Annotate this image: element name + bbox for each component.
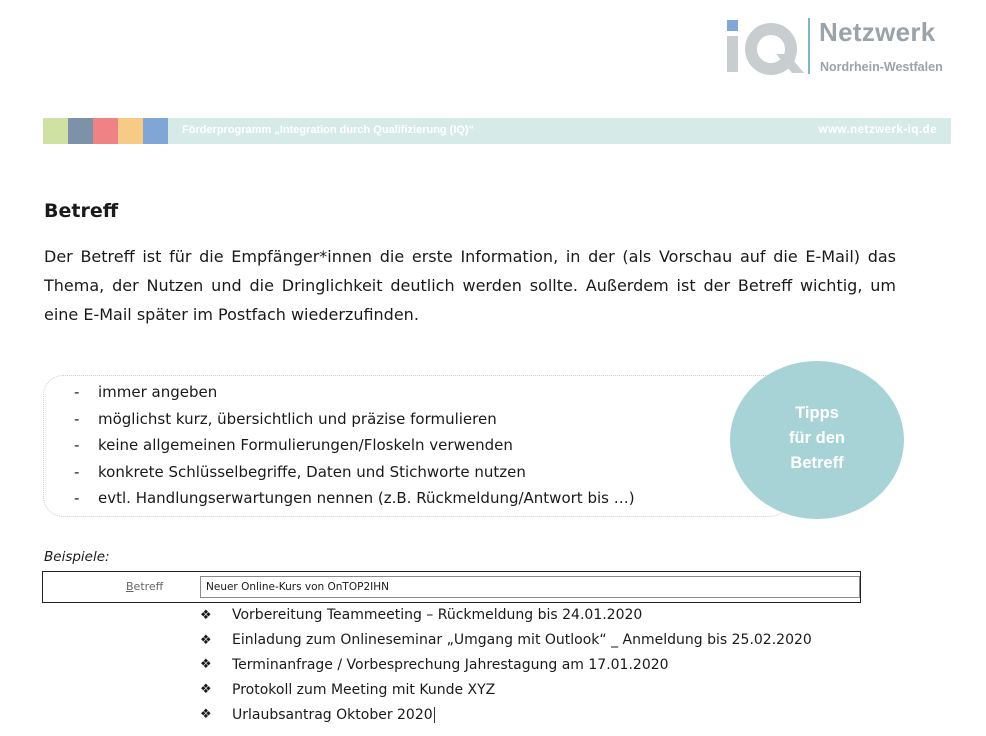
subject-label: Betreff (126, 580, 164, 593)
examples-label: Beispiele: (44, 549, 110, 565)
logo-region: Nordrhein-Westfalen (820, 60, 943, 74)
list-item: ❖ Einladung zum Onlineseminar „Umgang mit Outlook“ _ Anmeldung bis 25.02.2020 (200, 632, 812, 649)
list-item: - evtl. Handlungserwartungen nennen (z.B. Rückmeldung/Antwort bis …) (74, 489, 635, 507)
section-heading: Betreff (44, 200, 119, 222)
logo-divider (808, 18, 810, 74)
logo-name: Netzwerk (819, 17, 936, 47)
bullet-diamond-icon: ❖ (200, 707, 212, 723)
banner-square-5 (143, 118, 168, 144)
list-item: - keine allgemeinen Formulierungen/Floskeln verwenden (74, 436, 513, 454)
list-item: - möglichst kurz, übersichtlich und präzise formulieren (74, 409, 497, 428)
banner-square-3 (93, 118, 118, 144)
list-item: - konkrete Schlüsselbegriffe, Daten und Stichworte nutzen (74, 462, 526, 481)
banner-square-1 (43, 118, 68, 144)
intro-paragraph: Der Betreff ist für die Empfänger*innen die erste Information, in der (als Vorschau auf die E-Mail) das Thema, der Nutzen und die Dringlichkeit deutlich werden sollte. Außerdem ist der Betreff wichtig, um eine E-Mail später im Postfach wiederzufinden. (44, 247, 896, 324)
subject-input[interactable] (200, 576, 860, 598)
list-item: ❖ Terminanfrage / Vorbesprechung Jahrestagung am 17.01.2020 (200, 656, 669, 673)
tips-circle (730, 361, 904, 519)
text-cursor (434, 707, 435, 723)
tips-circle-line-3: Betreff (790, 454, 844, 472)
tips-circle-line-2: für den (789, 429, 845, 447)
list-item: - immer angeben (74, 383, 218, 401)
bullet-diamond-icon: ❖ (200, 607, 212, 623)
list-item: ❖ Vorbereitung Teammeeting – Rückmeldung bis 24.01.2020 (200, 607, 643, 624)
bullet-diamond-icon: ❖ (200, 682, 212, 698)
subject-line-example (42, 571, 861, 603)
banner-square-2 (68, 118, 93, 144)
iq-netzwerk-logo (724, 16, 964, 80)
banner-square-4 (118, 118, 143, 144)
banner-program-text: Förderprogramm „Integration durch Qualifizierung (IQ)“ (182, 124, 475, 136)
bullet-diamond-icon: ❖ (200, 657, 212, 673)
examples-list (200, 603, 812, 727)
tips-list (74, 383, 635, 516)
subject-input-value: Neuer Online-Kurs von OnTOP2IHN (206, 581, 389, 593)
tips-circle-line-1: Tipps (795, 404, 839, 422)
iq-logo-mark-icon (724, 16, 808, 76)
list-item: ❖ Urlaubsantrag Oktober 2020 (200, 706, 433, 723)
program-banner (43, 118, 951, 144)
bullet-diamond-icon: ❖ (200, 632, 212, 648)
list-item: ❖ Protokoll zum Meeting mit Kunde XYZ (200, 681, 496, 698)
banner-url[interactable]: www.netzwerk-iq.de (818, 124, 937, 136)
